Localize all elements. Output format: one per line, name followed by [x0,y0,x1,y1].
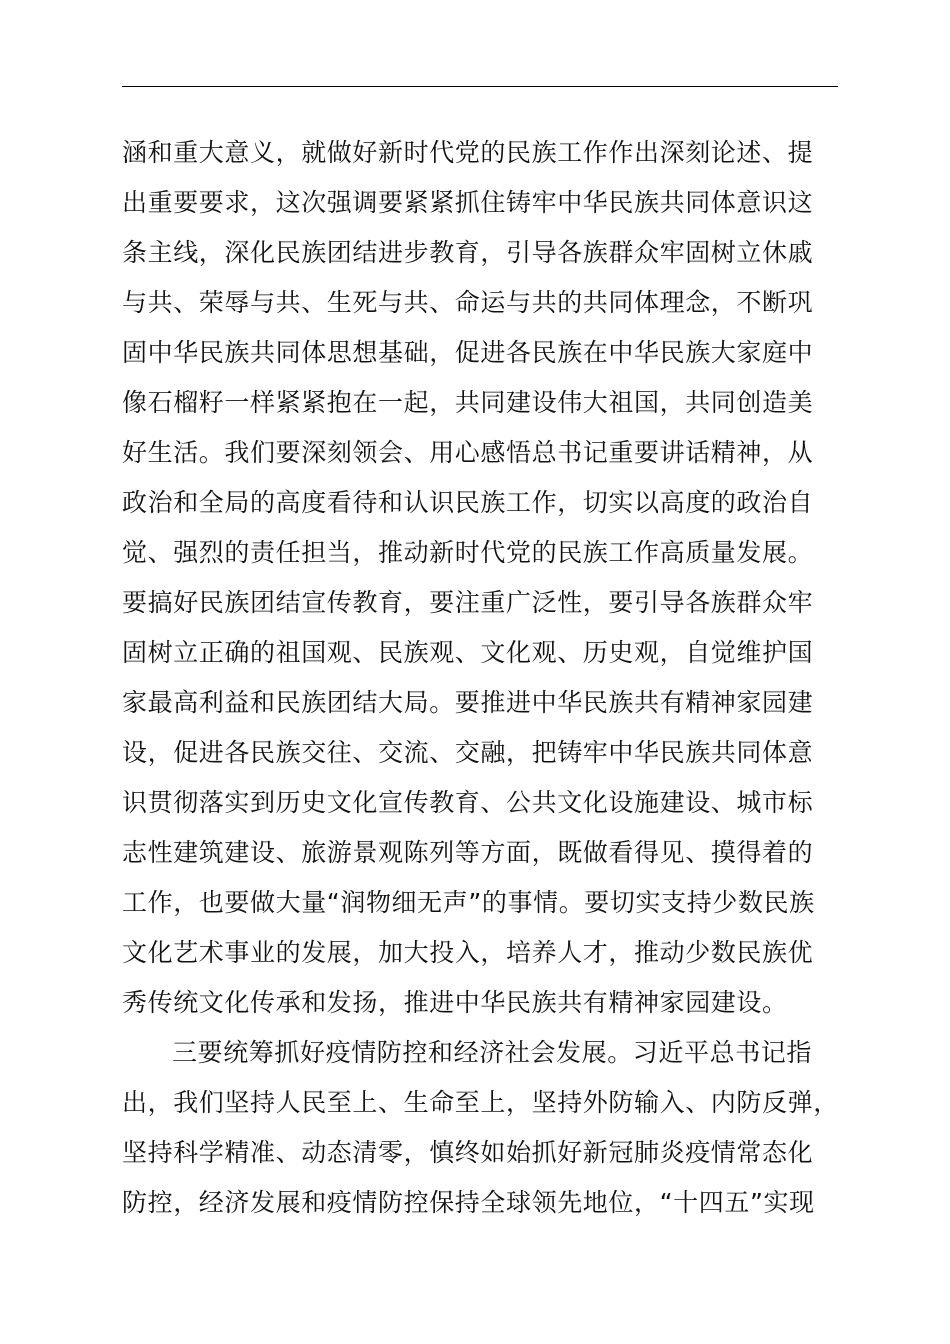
text-line: 固中华民族共同体思想基础，促进各民族在中华民族大家庭中 [122,338,814,367]
text-line: 条主线，深化民族团结进步教育，引导各族群众牢固树立休戚 [122,238,814,267]
text-line: 好生活。我们要深刻领会、用心感悟总书记重要讲话精神，从 [122,438,814,467]
text-line: 政治和全局的高度看待和认识民族工作，切实以高度的政治自 [122,488,814,517]
header-rule [122,86,838,87]
text-line: 固树立正确的祖国观、民族观、文化观、历史观，自觉维护国 [122,638,814,667]
text-line: 出，我们坚持人民至上、生命至上，坚持外防输入、内防反弹， [122,1088,839,1117]
text-line: 要搞好民族团结宣传教育，要注重广泛性，要引导各族群众牢 [122,588,814,617]
text-line: 防控，经济发展和疫情防控保持全球领先地位，“十四五”实现 [122,1188,815,1217]
text-line: 秀传统文化传承和发扬，推进中华民族共有精神家园建设。 [122,988,788,1017]
text-line: 设，促进各民族交往、交流、交融，把铸牢中华民族共同体意 [122,738,814,767]
text-line: 文化艺术事业的发展，加大投入，培养人才，推动少数民族优 [122,938,814,967]
text-line: 坚持科学精准、动态清零，慎终如始抓好新冠肺炎疫情常态化 [122,1138,814,1167]
text-line: 志性建筑建设、旅游景观陈列等方面，既做看得见、摸得着的 [122,838,814,867]
text-line: 觉、强烈的责任担当，推动新时代党的民族工作高质量发展。 [122,538,814,567]
text-line: 与共、荣辱与共、生死与共、命运与共的共同体理念，不断巩 [122,288,814,317]
text-line: 像石榴籽一样紧紧抱在一起，共同建设伟大祖国，共同创造美 [122,388,814,417]
text-line: 出重要要求，这次强调要紧紧抓住铸牢中华民族共同体意识这 [122,188,814,217]
text-line: 家最高利益和民族团结大局。要推进中华民族共有精神家园建 [122,688,814,717]
text-line: 工作，也要做大量“润物细无声”的事情。要切实支持少数民族 [122,888,815,917]
text-line: 识贯彻落实到历史文化宣传教育、公共文化设施建设、城市标 [122,788,814,817]
body-text [122,128,862,1228]
text-line: 涵和重大意义，就做好新时代党的民族工作作出深刻论述、提 [122,138,814,167]
paragraph-start-line: 三要统筹抓好疫情防控和经济社会发展。习近平总书记指 [172,1038,813,1067]
